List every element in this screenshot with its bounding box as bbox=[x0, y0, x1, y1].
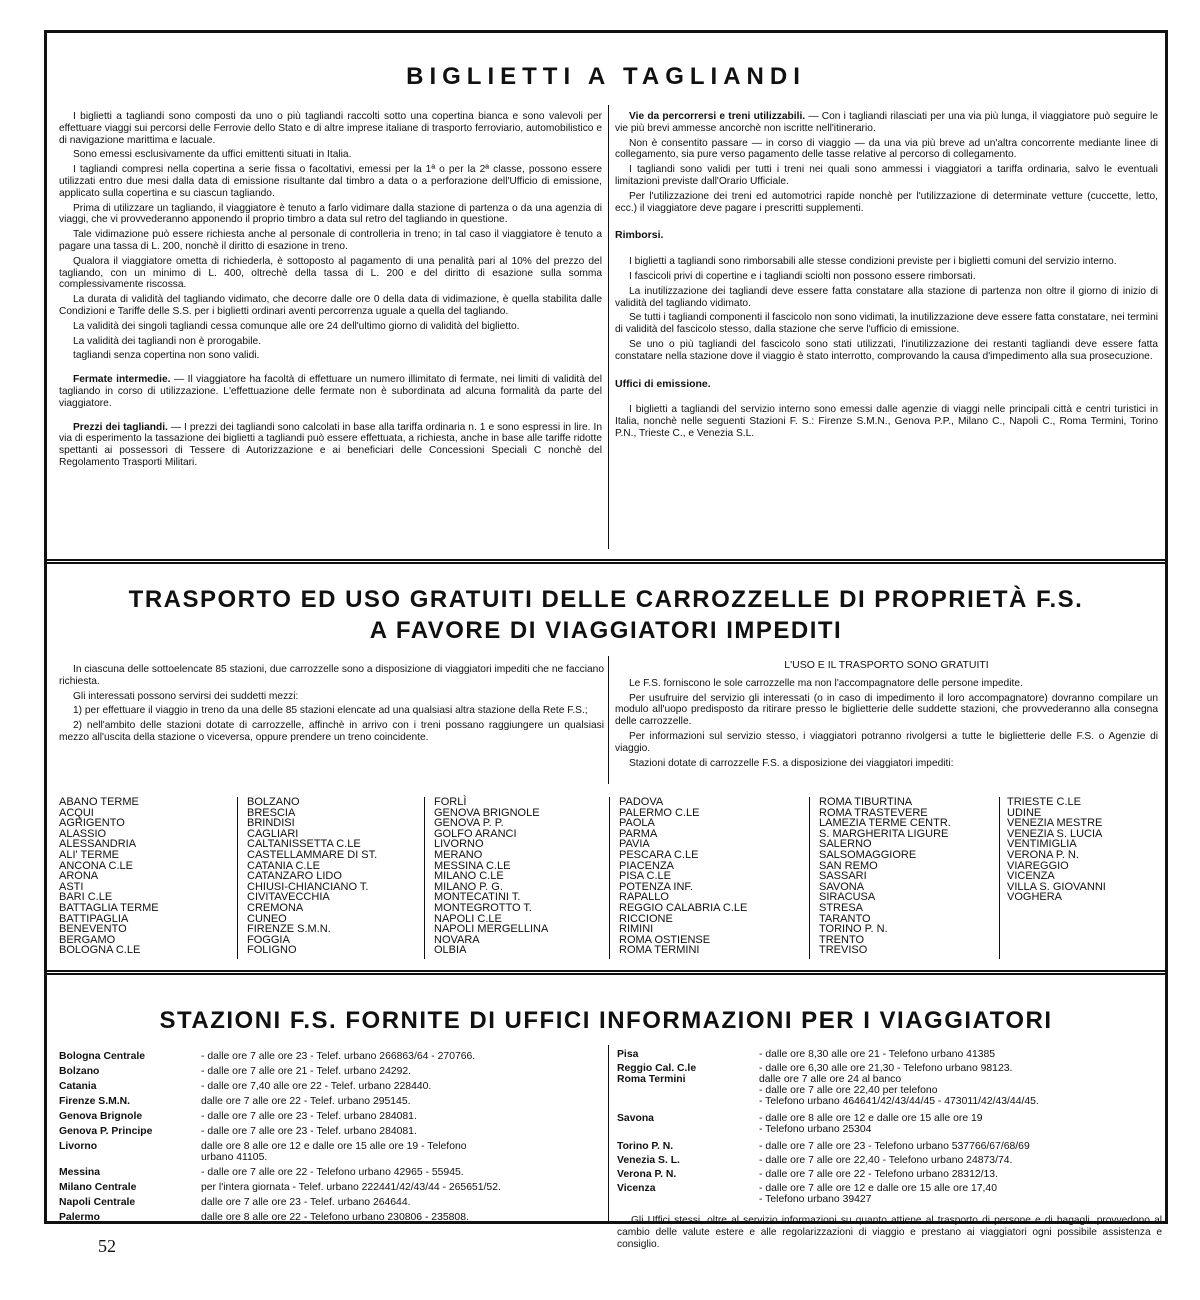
table-row bbox=[617, 1169, 1162, 1180]
hours-text: - dalle ore 7 alle ore 23 - Telef. urbano 284081. bbox=[201, 1111, 417, 1122]
station-name: Bolzano bbox=[59, 1066, 100, 1077]
station-name: CATANZARO LIDO bbox=[247, 870, 342, 883]
hours-text: dalle ore 7 alle ore 22 - Telef. urbano 295145. bbox=[201, 1096, 411, 1107]
table-row bbox=[617, 1194, 1162, 1205]
paragraph: La inutilizzazione dei tagliandi deve essere fatta constatare alla stazione di partenza non oltre il giorno di inizio di validità del tagliando vidimato. bbox=[615, 285, 1158, 309]
rimborsi-heading: Rimborsi. bbox=[615, 229, 664, 242]
paragraph: 1) per effettuare il viaggio in treno da una delle 85 stazioni elencate ad una qualsiasi altra stazione della Rete F.S.; bbox=[73, 705, 588, 717]
hours-text: dalle ore 7 alle ore 24 al banco bbox=[759, 1074, 902, 1085]
gratuiti-heading: L'USO E IL TRASPORTO SONO GRATUITI bbox=[784, 659, 989, 671]
paragraph: Se tutti i tagliandi componenti il fascicolo non sono vidimati, la inutilizzazione deve essere fatta constatare, nei termini di validità del fascicolo stesso, dalla stazione che serve l'ufficio di emissione. bbox=[615, 312, 1158, 336]
section-biglietti-a-tagliandi bbox=[47, 33, 1165, 553]
station-name: AGRIGENTO bbox=[59, 817, 125, 830]
hours-text: - dalle ore 8,30 alle ore 21 - Telefono urbano 41385 bbox=[759, 1049, 996, 1060]
station-name: FOGGIA bbox=[247, 933, 290, 946]
station-name: ACQUI bbox=[59, 806, 94, 819]
left-column bbox=[59, 111, 602, 472]
station-name: ANCONA C.LE bbox=[59, 859, 133, 872]
table-row bbox=[59, 1066, 604, 1077]
paragraph: I fascicoli privi di copertine e i tagliandi sciolti non possono essere rimborsati. bbox=[629, 270, 976, 282]
station-name: GENOVA P. P. bbox=[434, 817, 504, 830]
table-row bbox=[59, 1051, 604, 1062]
hours-text: - dalle ore 6,30 alle ore 21,30 - Telefono urbano 98123. bbox=[759, 1063, 1013, 1074]
station-name: TARANTO bbox=[819, 912, 871, 925]
paragraph: 2) nell'ambito delle stazioni dotate di carrozzelle, affinchè in arrivo con i treni possano raggiungere un qualsiasi mezzo all'uscita della stazione o viceversa, oppure prendere un treno coincidente. bbox=[59, 720, 604, 743]
station-name: TREVISO bbox=[819, 944, 868, 957]
station-name: CIVITAVECCHIA bbox=[247, 891, 330, 904]
hours-text: - dalle ore 7 alle ore 22,40 - Telefono urbano 24873/74. bbox=[759, 1155, 1013, 1166]
station-name: Catania bbox=[59, 1081, 97, 1092]
paragraph: Qualora il viaggiatore ometta di richiederla, è sottoposto al pagamento di una penalità pari al 10% del prezzo del tagliando, con un minimo di L. 400, oltrechè della tassa di L. 200 e del diritto di esazione sulla somma complessivamente riscossa. bbox=[59, 255, 602, 291]
station-name: MESSINA C.LE bbox=[434, 859, 511, 872]
station-name: Genova Brignole bbox=[59, 1111, 143, 1122]
station-name: BRINDISI bbox=[247, 817, 295, 830]
station-name: SAVONA bbox=[819, 880, 865, 893]
table-row bbox=[59, 1111, 604, 1122]
hours-text: - dalle ore 7 alle ore 22,40 per telefono bbox=[759, 1085, 938, 1096]
station-name: PIACENZA bbox=[619, 859, 675, 872]
station-name: TORINO P. N. bbox=[819, 923, 888, 936]
station-name bbox=[59, 1152, 201, 1163]
station-name: PARMA bbox=[619, 827, 658, 840]
station-name: BATTIPAGLIA bbox=[59, 912, 129, 925]
table-row bbox=[617, 1063, 1162, 1074]
left-column bbox=[59, 664, 604, 747]
station-name: PAVIA bbox=[619, 838, 650, 851]
station-name: Milano Centrale bbox=[59, 1182, 137, 1193]
prezzi-heading: Prezzi dei tagliandi. bbox=[73, 421, 168, 433]
paragraph: I biglietti a tagliandi del servizio interno sono emessi dalle agenzie di viaggi nelle principali città e centri turistici in Italia, nonchè nelle seguenti Stazioni F. S.: Firenze S.M.N., Genova P.P., Milano C., Napoli C., Roma Termini, Torino P.N., Trieste C., e Venezia S.L. bbox=[615, 404, 1158, 439]
station-name: SASSARI bbox=[819, 870, 867, 883]
hours-text: - Telefono urbano 464641/42/43/44/45 - 473011/42/43/44/45. bbox=[759, 1096, 1039, 1107]
station-name: BENEVENTO bbox=[59, 923, 127, 936]
station-name: OLBIA bbox=[434, 944, 467, 957]
station-name: CHIUSI-CHIANCIANO T. bbox=[247, 880, 369, 893]
station-name: SAN REMO bbox=[819, 859, 878, 872]
section-uffici-informazioni bbox=[47, 970, 1165, 1250]
paragraph: Tale vidimazione può essere richiesta anche al personale di controlleria in treno; in tal caso il viaggiatore è tenuto a pagare una tassa di L. 200, nonchè il diritto di esazione in treno. bbox=[59, 229, 602, 252]
station-name: CREMONA bbox=[247, 901, 304, 914]
column-divider bbox=[609, 797, 610, 959]
station-name: POTENZA INF. bbox=[619, 880, 693, 893]
station-name: Vicenza bbox=[617, 1183, 656, 1194]
hours-text: per l'intera giornata - Telef. urbano 222441/42/43/44 - 265651/52. bbox=[201, 1182, 501, 1193]
station-name: STRESA bbox=[819, 901, 864, 914]
station-name: BRESCIA bbox=[247, 806, 296, 819]
station-name: ROMA TRASTEVERE bbox=[819, 806, 928, 819]
station-name: REGGIO CALABRIA C.LE bbox=[619, 901, 748, 914]
column-divider bbox=[237, 797, 238, 959]
footnote bbox=[617, 1215, 1162, 1250]
station-name: ALI' TERME bbox=[59, 848, 119, 861]
table-row bbox=[59, 1126, 604, 1137]
column-divider bbox=[608, 656, 609, 784]
station-name: CUNEO bbox=[247, 912, 287, 925]
station-name: VILLA S. GIOVANNI bbox=[1007, 880, 1106, 893]
station-name: MONTEGROTTO T. bbox=[434, 901, 532, 914]
paragraph: I tagliandi sono validi per tutti i treni nei quali sono ammessi i viaggiatori a tariffa ordinaria, salvo le eventuali limitazioni previste dall'Orario Ufficiale. bbox=[615, 164, 1158, 187]
table-row bbox=[617, 1074, 1162, 1085]
right-info-table bbox=[617, 1049, 1162, 1253]
station-name bbox=[617, 1194, 759, 1205]
station-name: CASTELLAMMARE DI ST. bbox=[247, 848, 378, 861]
station-name: BARI C.LE bbox=[59, 891, 113, 904]
station-name: BATTAGLIA TERME bbox=[59, 901, 159, 914]
hours-text: - dalle ore 7 alle ore 22 - Telefono urbano 42965 - 55945. bbox=[201, 1167, 464, 1178]
paragraph: La validità dei tagliandi non è prorogabile. bbox=[73, 335, 262, 347]
station-name: BOLZANO bbox=[247, 796, 300, 808]
table-row bbox=[617, 1085, 1162, 1096]
paragraph: Sono emessi esclusivamente da uffici emittenti situati in Italia. bbox=[73, 149, 352, 161]
fermate-text: — Il viaggiatore ha facoltà di effettuare un numero illimitato di fermate, nei limiti di validità del tagliando in corso di utilizzazione. L'effettuazione delle fermate non è subordinata ad alcuna formalità da parte del viaggiatore. bbox=[59, 374, 602, 409]
table-row bbox=[59, 1152, 604, 1163]
vie-heading: Vie da percorrersi e treni utilizzabili. bbox=[629, 111, 806, 122]
station-name: ALASSIO bbox=[59, 827, 107, 840]
station-name: RAPALLO bbox=[619, 891, 669, 904]
table-row bbox=[617, 1183, 1162, 1194]
station-name: Napoli Centrale bbox=[59, 1197, 136, 1208]
station-name: ASTI bbox=[59, 880, 84, 893]
station-name: FIRENZE S.M.N. bbox=[247, 923, 331, 936]
table-row bbox=[59, 1096, 604, 1107]
station-name: CATANIA C.LE bbox=[247, 859, 320, 872]
station-name: Reggio Cal. C.le bbox=[617, 1063, 697, 1074]
station-name: MILANO P. G. bbox=[434, 880, 503, 893]
station-name: NAPOLI C.LE bbox=[434, 912, 502, 925]
column-divider bbox=[424, 797, 425, 959]
station-name: FORLÌ bbox=[434, 796, 467, 808]
uffici-heading: Uffici di emissione. bbox=[615, 377, 711, 390]
stations-column bbox=[247, 797, 377, 956]
hours-text: - dalle ore 7 alle ore 23 - Telef. urbano 266863/64 - 270766. bbox=[201, 1051, 476, 1062]
station-name: S. MARGHERITA LIGURE bbox=[819, 827, 949, 840]
station-name: CALTANISSETTA C.LE bbox=[247, 838, 361, 851]
station-name: TRENTO bbox=[819, 933, 865, 946]
title-line: A FAVORE DI VIAGGIATORI IMPEDITI bbox=[369, 617, 843, 644]
station-name: Roma Termini bbox=[617, 1074, 686, 1085]
station-name: MILANO C.LE bbox=[434, 870, 504, 883]
station-name: ROMA TERMINI bbox=[619, 944, 700, 957]
table-row bbox=[59, 1167, 604, 1178]
station-name: Firenze S.M.N. bbox=[59, 1096, 131, 1107]
hours-text: - dalle ore 8 alle ore 12 e dalle ore 15 alle ore 19 bbox=[759, 1113, 983, 1124]
table-row bbox=[59, 1141, 604, 1152]
hours-text: - dalle ore 7 alle ore 23 - Telefono urbano 537766/67/68/69 bbox=[759, 1141, 1030, 1152]
hours-text: dalle ore 8 alle ore 12 e dalle ore 15 alle ore 19 - Telefono bbox=[201, 1141, 467, 1152]
section-title: STAZIONI F.S. FORNITE DI UFFICI INFORMAZIONI PER I VIAGGIATORI bbox=[159, 1007, 1053, 1034]
table-row bbox=[617, 1155, 1162, 1166]
table-row bbox=[617, 1141, 1162, 1152]
stations-column bbox=[1007, 797, 1106, 903]
station-name: GOLFO ARANCI bbox=[434, 827, 517, 840]
right-column bbox=[615, 660, 1158, 772]
station-name: NAPOLI MERGELLINA bbox=[434, 923, 549, 936]
station-name: BOLOGNA C.LE bbox=[59, 944, 141, 957]
paragraph: I biglietti a tagliandi sono composti da uno o più tagliandi raccolti sotto una copertina bianca e sono valevoli per effettuare viaggi sui percorsi delle Ferrovie dello Stato e di altre imprese italiane di trasporto ferroviario, automobilistico e di navigazione marittima e lacuale. bbox=[59, 111, 602, 146]
station-name: ROMA TIBURTINA bbox=[819, 796, 913, 808]
stations-column bbox=[619, 797, 747, 956]
hours-text: - dalle ore 7 alle ore 12 e dalle ore 15 alle ore 17,40 bbox=[759, 1183, 997, 1194]
station-name: PESCARA C.LE bbox=[619, 848, 699, 861]
prezzi-paragraph bbox=[59, 422, 602, 469]
paragraph: tagliandi senza copertina non sono validi. bbox=[73, 350, 260, 362]
hours-text: dalle ore 8 alle ore 22 - Telefono urbano 230806 - 235808. bbox=[201, 1212, 469, 1223]
station-name: GENOVA BRIGNOLE bbox=[434, 806, 540, 819]
station-name: FOLIGNO bbox=[247, 944, 297, 957]
stations-column bbox=[59, 797, 159, 956]
hours-text: - dalle ore 7 alle ore 23 - Telef. urbano 284081. bbox=[201, 1126, 417, 1137]
paragraph: I tagliandi compresi nella copertina a serie fissa o facoltativi, emessi per la 1ª o per la 2ª classe, possono essere utilizzati entro due mesi dalla data di emissione risultante dal timbro a data o a perforazione dell'Ufficio di emissione, applicato sulla copertina e su ciascun tagliando. bbox=[59, 164, 602, 199]
column-divider bbox=[608, 105, 609, 549]
hours-text: - dalle ore 7 alle ore 22 - Telefono urbano 28312/13. bbox=[759, 1169, 998, 1180]
paragraph: Se uno o più tagliandi del fascicolo sono stati utilizzati, l'inutilizzazione dei restanti tagliandi deve essere fatta constatare nella stazione dove il viaggio è stato interrotto, comprovando la causa d'impedimento alla sua prosecuzione. bbox=[615, 338, 1158, 362]
station-name bbox=[617, 1085, 759, 1096]
stations-column bbox=[819, 797, 951, 956]
footnote-text: Gli Uffici stessi, oltre al servizio informazioni su quanto attiene al trasporto di persone e di bagagli, provvedono al cambio delle valute estere e alle regolarizzazioni di viaggio e prestano ai viaggiatori ogni possibile assistenza e consiglio. bbox=[617, 1215, 1162, 1250]
table-row bbox=[59, 1197, 604, 1208]
vie-paragraph bbox=[615, 111, 1158, 135]
paragraph: Per l'utilizzazione dei treni ed automotrici rapide nonchè per l'utilizzazione di determinate vetture (cuccette, letto, ecc.) il viaggiatore deve pagare i prescritti supplementi. bbox=[615, 190, 1158, 214]
section-title bbox=[47, 584, 1165, 646]
section-carrozzelle bbox=[47, 559, 1165, 974]
fermate-paragraph bbox=[59, 374, 602, 409]
section-title: BIGLIETTI A TAGLIANDI bbox=[406, 63, 806, 90]
paragraph: La validità dei singoli tagliandi cessa comunque alle ore 24 dell'ultimo giorno di validità del biglietto. bbox=[73, 320, 520, 332]
station-name: MONTECATINI T. bbox=[434, 891, 521, 904]
paragraph: Per informazioni sul servizio stesso, i viaggiatori potranno rivolgersi a tutte le biglietterie delle F.S. o Agenzie di viaggio. bbox=[615, 730, 1158, 754]
station-name: Livorno bbox=[59, 1141, 98, 1152]
vie-text: — Con i tagliandi rilasciati per una via più lunga, il viaggiatore può seguire le vie più brevi ammesse ancorchè non iscritte nell'itinerario. bbox=[615, 111, 1158, 134]
paragraph: La durata di validità del tagliando vidimato, che decorre dalle ore 0 della data di vidimazione, è quella stabilita dalle Condizioni e Tariffe delle S.S. per i biglietti ordinari aventi percorrenza uguale a quella del tagliando. bbox=[59, 294, 602, 317]
page-frame bbox=[44, 30, 1168, 1250]
paragraph: Per usufruire del servizio gli interessati (o in caso di impedimento il loro accompagnatore) dovranno compilare un modulo all'uopo predisposto da ritirare presso le biglietterie delle suddette stazioni, che provvederanno alla consegna delle carrozzelle. bbox=[615, 692, 1158, 728]
station-name: LIVORNO bbox=[434, 838, 484, 851]
paragraph: Stazioni dotate di carrozzelle F.S. a disposizione dei viaggiatori impediti: bbox=[629, 757, 954, 769]
table-row bbox=[617, 1124, 1162, 1135]
table-row bbox=[59, 1081, 604, 1092]
hours-text: - dalle ore 7,40 alle ore 22 - Telef. urbano 228440. bbox=[201, 1081, 432, 1092]
table-row bbox=[617, 1049, 1162, 1060]
title-line: TRASPORTO ED USO GRATUITI DELLE CARROZZELLE DI PROPRIETÀ F.S. bbox=[128, 586, 1084, 613]
station-name: UDINE bbox=[1007, 806, 1042, 819]
paragraph: Non è consentito passare — in corso di viaggio — da una via più breve ad un'altra concorrente mediante linee di collegamento, sia pure verso pagamento delle tasse relative al percorso di collegamento. bbox=[615, 137, 1158, 161]
station-name: PISA C.LE bbox=[619, 870, 671, 883]
table-row bbox=[617, 1113, 1162, 1124]
hours-text: dalle ore 7 alle ore 23 - Telef. urbano 264644. bbox=[201, 1197, 411, 1208]
hours-text: - dalle ore 7 alle ore 21 - Telef. urbano 24292. bbox=[201, 1066, 412, 1077]
hours-text: - Telefono urbano 25304 bbox=[759, 1124, 872, 1135]
station-name: LAMEZIA TERME CENTR. bbox=[819, 817, 951, 830]
station-name: SIRACUSA bbox=[819, 891, 876, 904]
fermate-heading: Fermate intermedie. bbox=[73, 374, 171, 386]
paragraph: Prima di utilizzare un tagliando, il viaggiatore è tenuto a farlo vidimare dalla stazione di partenza o da una agenzia di viaggi, che vi provvederanno apponendo il proprio timbro a data sul retro del tagliando in questione. bbox=[59, 202, 602, 226]
station-name: ABANO TERME bbox=[59, 796, 139, 808]
hours-text: - Telefono urbano 39427 bbox=[759, 1194, 872, 1205]
station-name: PAOLA bbox=[619, 817, 655, 830]
station-name: VENEZIA MESTRE bbox=[1007, 817, 1103, 830]
station-name: ALESSANDRIA bbox=[59, 838, 137, 851]
station-name: CAGLIARI bbox=[247, 827, 299, 840]
prezzi-text: — I prezzi dei tagliandi sono calcolati in base alla tariffa ordinaria n. 1 e sono espressi in lire. In via di esperimento la tassazione dei biglietti a tagliandi può essere effettuata, a richiesta, anche in base alle tariffe ridotte spettanti ai possessori di Tessere di Autorizzazione e ai beneficiari delle Concessioni Speciali C nonchè del Regolamento Trasporti Militari. bbox=[59, 421, 602, 468]
paragraph: I biglietti a tagliandi sono rimborsabili alle stesse condizioni previste per i biglietti comuni del servizio interno. bbox=[629, 256, 1117, 268]
station-name: SALERNO bbox=[819, 838, 872, 851]
hours-text: urbano 41105. bbox=[201, 1152, 268, 1163]
station-name: MERANO bbox=[434, 848, 483, 861]
station-name: RICCIONE bbox=[619, 912, 673, 925]
station-name: BERGAMO bbox=[59, 933, 116, 946]
station-name: RIMINI bbox=[619, 923, 654, 936]
paragraph: Le F.S. forniscono le sole carrozzelle ma non l'accompagnatore delle persone impedite. bbox=[629, 677, 1023, 689]
station-name: VOGHERA bbox=[1007, 891, 1063, 904]
left-info-table bbox=[59, 1051, 604, 1223]
station-name: Palermo bbox=[59, 1212, 101, 1223]
stations-column bbox=[434, 797, 548, 956]
station-name bbox=[617, 1124, 759, 1135]
station-name: VERONA P. N. bbox=[1007, 848, 1079, 861]
station-name: Savona bbox=[617, 1113, 654, 1124]
paragraph: In ciascuna delle sottoelencate 85 stazioni, due carrozzelle sono a disposizione di viaggiatori impediti che ne facciano richiesta. bbox=[59, 664, 604, 687]
station-name: PALERMO C.LE bbox=[619, 806, 700, 819]
station-name: TRIESTE C.LE bbox=[1007, 796, 1081, 808]
station-name: Venezia S. L. bbox=[617, 1155, 680, 1166]
station-name: Torino P. N. bbox=[617, 1141, 674, 1152]
station-name: PADOVA bbox=[619, 796, 664, 808]
station-name: Messina bbox=[59, 1167, 101, 1178]
column-divider bbox=[999, 797, 1000, 959]
station-name: Verona P. N. bbox=[617, 1169, 677, 1180]
station-name: Genova P. Principe bbox=[59, 1126, 153, 1137]
station-name: Pisa bbox=[617, 1049, 639, 1060]
table-row bbox=[617, 1096, 1162, 1107]
table-row bbox=[59, 1182, 604, 1193]
station-name: NOVARA bbox=[434, 933, 480, 946]
station-name: VENEZIA S. LUCIA bbox=[1007, 827, 1103, 840]
station-name: ARONA bbox=[59, 870, 99, 883]
table-row bbox=[59, 1212, 604, 1223]
station-name: ROMA OSTIENSE bbox=[619, 933, 711, 946]
station-name: Bologna Centrale bbox=[59, 1051, 146, 1062]
page-number: 52 bbox=[98, 1236, 116, 1256]
station-name: VICENZA bbox=[1007, 870, 1055, 883]
station-name: VENTIMIGLIA bbox=[1007, 838, 1077, 851]
right-column bbox=[615, 111, 1158, 443]
column-divider bbox=[809, 797, 810, 959]
station-name: VIAREGGIO bbox=[1007, 859, 1069, 872]
station-name bbox=[617, 1096, 759, 1107]
column-divider bbox=[608, 1045, 609, 1223]
paragraph: Gli interessati possono servirsi dei suddetti mezzi: bbox=[73, 690, 299, 702]
station-name: SALSOMAGGIORE bbox=[819, 848, 917, 861]
